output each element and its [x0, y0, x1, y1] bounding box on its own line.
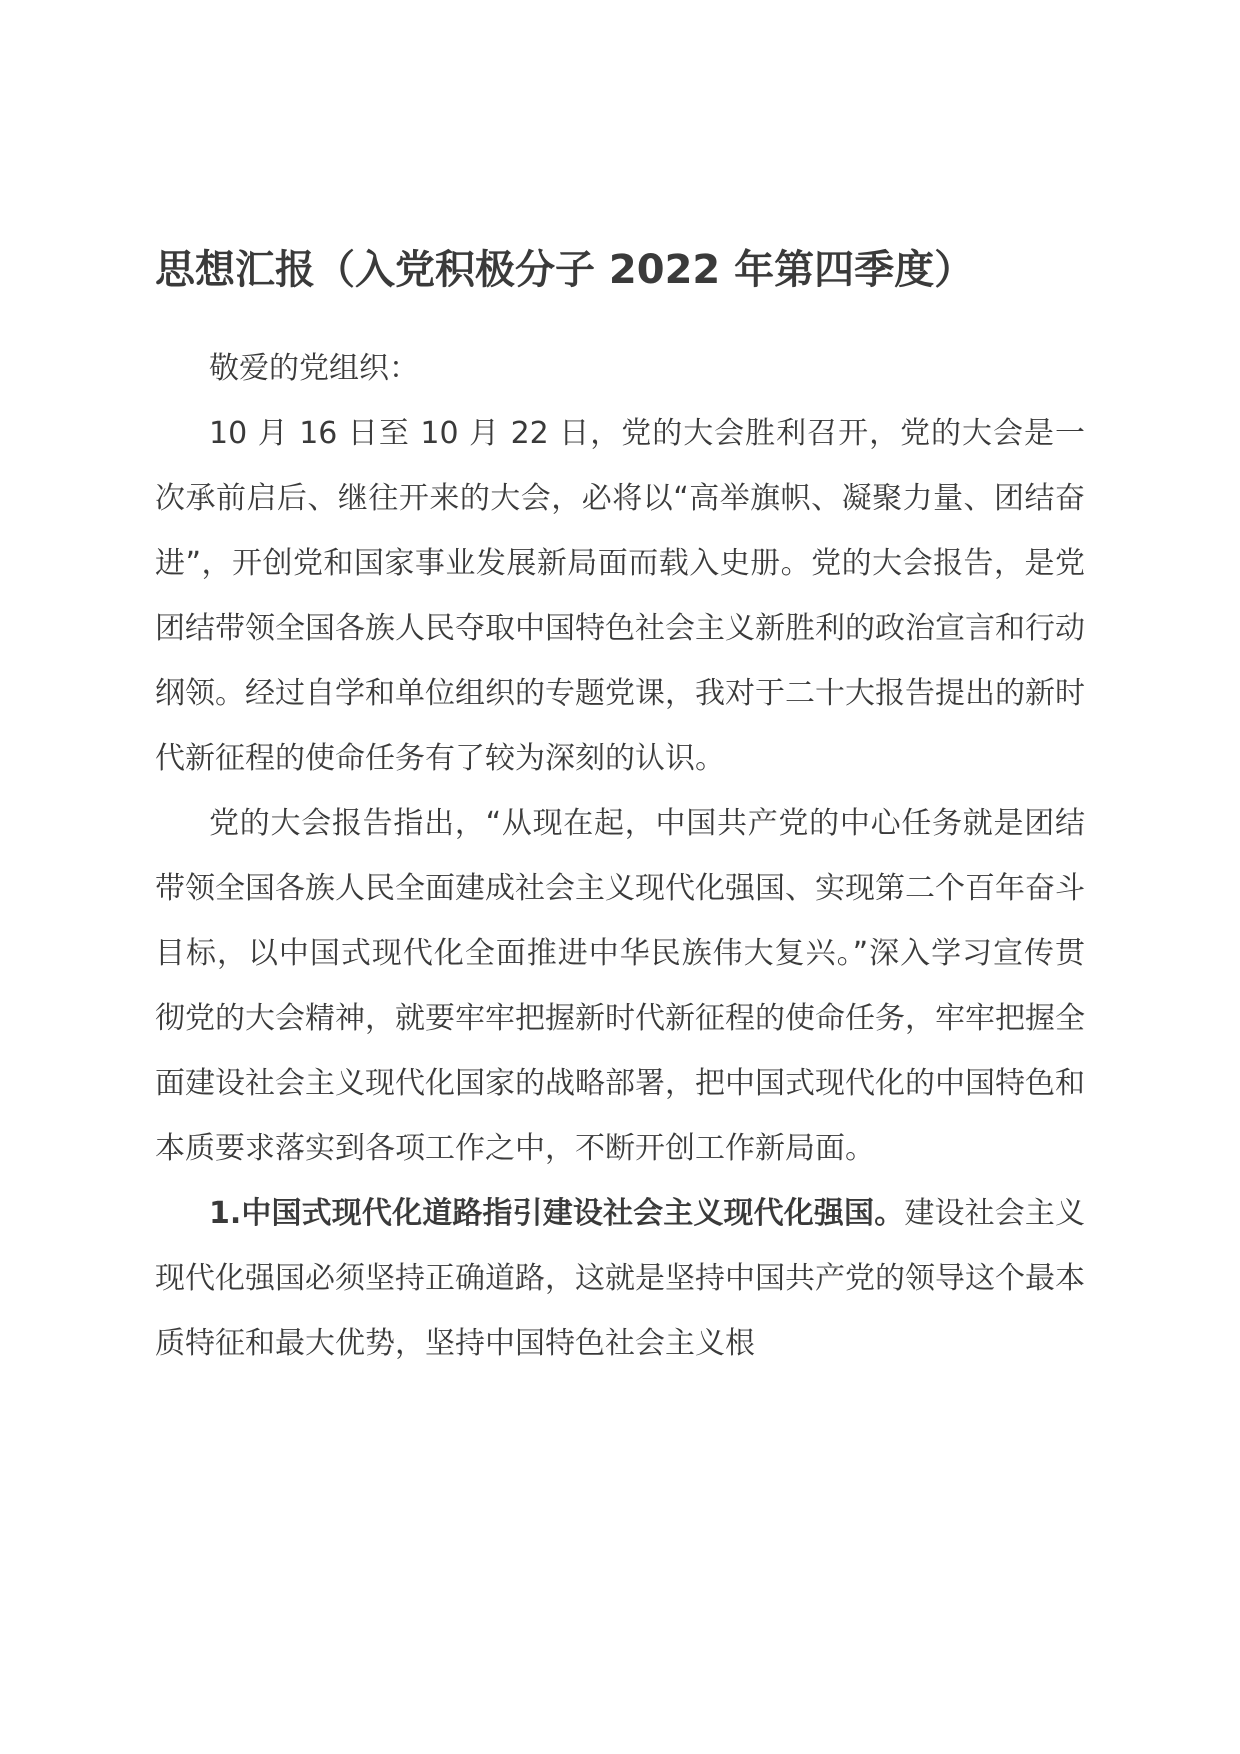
- salutation: 敬爱的党组织：: [209, 351, 419, 386]
- paragraph-3: [155, 1181, 1085, 1376]
- page-title: 思想汇报（入党积极分子 2022 年第四季度）: [155, 247, 975, 293]
- paragraph-3-text: 建设社会主义现代化强国必须坚持正确道路，这就是坚持中国共产党的领导这个最本质特征和最大优势，坚持中国特色社会主义根: [155, 1196, 1085, 1361]
- paragraph-1: 10 月 16 日至 10 月 22 日，党的大会胜利召开，党的大会是一次承前启后、继往开来的大会，必将以“高举旗帜、凝聚力量、团结奋进”，开创党和国家事业发展新局面而载入史册。党的大会报告，是党团结带领全国各族人民夺取中国特色社会主义新胜利的政治宣言和行动纲领。经过自学和单位组织的专题党课，我对于二十大报告提出的新时代新征程的使命任务有了较为深刻的认识。: [155, 416, 1085, 776]
- paragraph-2: 党的大会报告指出，“从现在起，中国共产党的中心任务就是团结带领全国各族人民全面建成社会主义现代化强国、实现第二个百年奋斗目标，以中国式现代化全面推进中华民族伟大复兴。”深入学习宣传贯彻党的大会精神，就要牢牢把握新时代新征程的使命任务，牢牢把握全面建设社会主义现代化国家的战略部署，把中国式现代化的中国特色和本质要求落实到各项工作之中，不断开创工作新局面。: [155, 806, 1085, 1166]
- document-body: [155, 336, 1085, 1376]
- section-heading: 1.中国式现代化道路指引建设社会主义现代化强国。: [209, 1196, 905, 1231]
